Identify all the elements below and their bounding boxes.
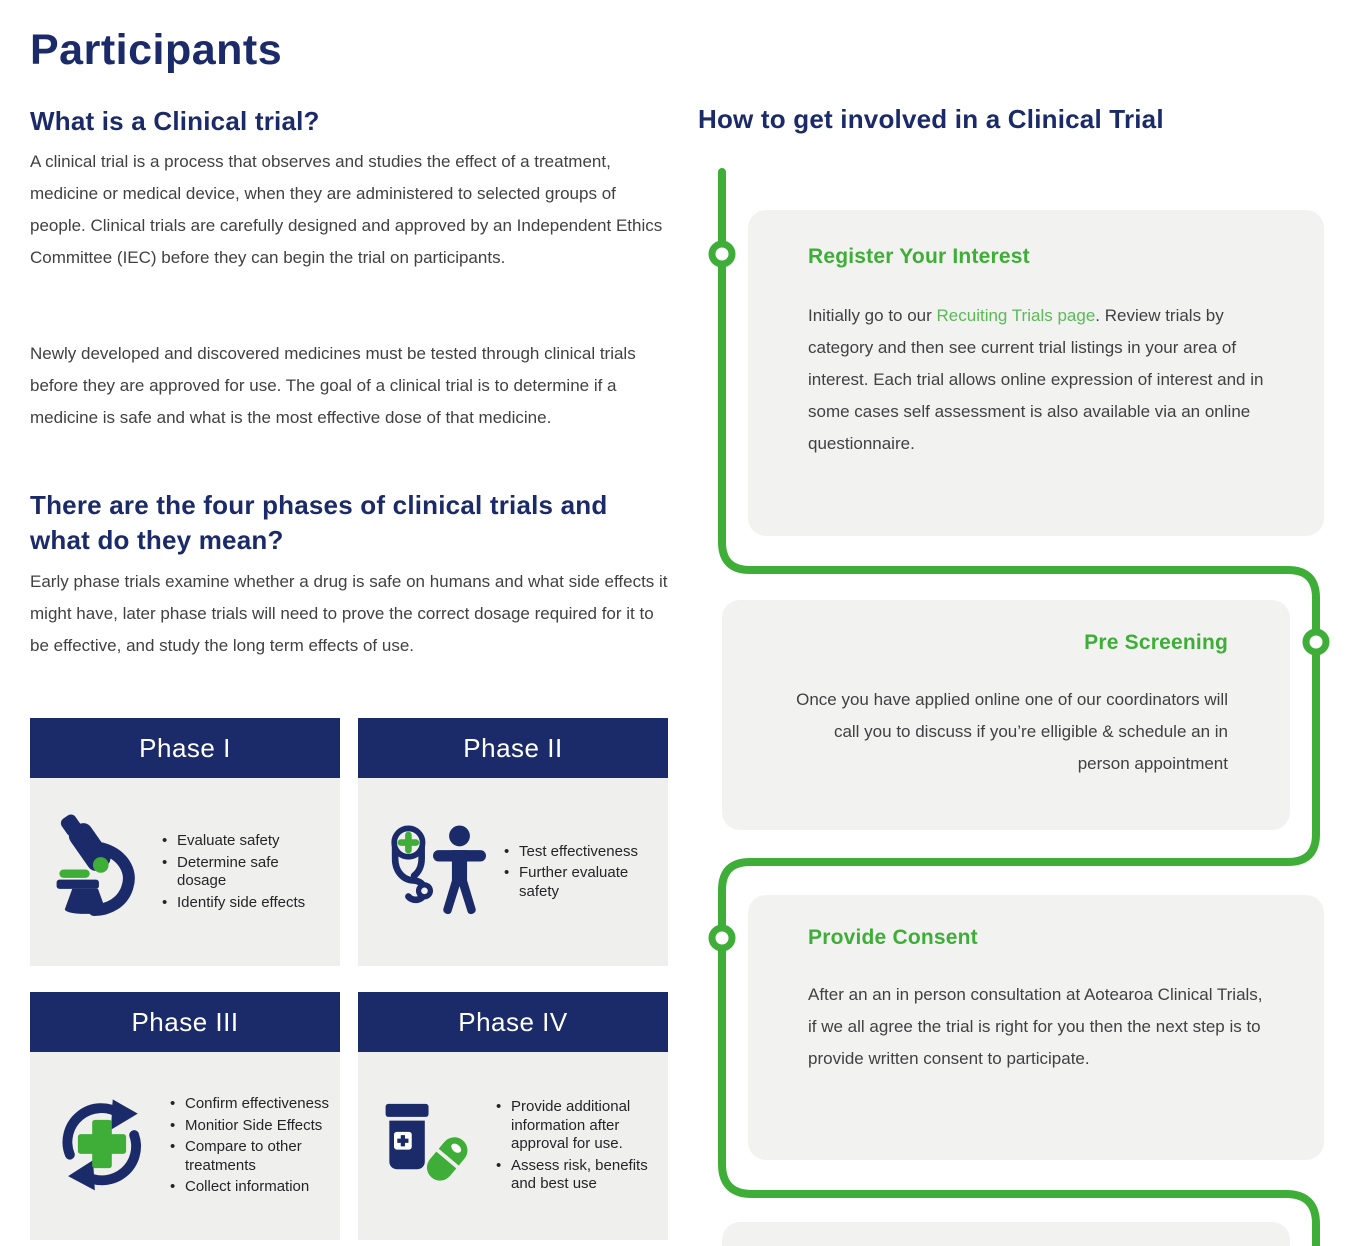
phase-cards-grid — [30, 718, 668, 1240]
phase-1-bullet: • Determine safe dosage — [162, 854, 310, 891]
phase-4-header: Phase IV — [358, 992, 668, 1052]
microscope-icon — [52, 814, 144, 931]
heading-what-is-clinical-trial: What is a Clinical trial? — [30, 106, 320, 136]
step-title: Pre Screening — [1084, 631, 1228, 654]
step-card-register-interest — [748, 210, 1324, 536]
phase-3-card — [30, 992, 340, 1240]
phase-3-bullet: • Compare to other treatments — [170, 1138, 338, 1175]
phase-4-card — [358, 992, 668, 1240]
step-card-next-partial — [722, 1222, 1290, 1246]
timeline-node-3 — [712, 928, 732, 948]
phases-paragraph: Early phase trials examine whether a drug is safe on humans and what side effects it might have, later phase trials will need to prove the correct dosage required for it to be effective, and study the long term effects of use. — [30, 572, 668, 655]
timeline-node-1 — [712, 244, 732, 264]
left-column — [30, 0, 675, 1246]
step-title: Register Your Interest — [808, 245, 1030, 268]
phase-3-bullet-list — [170, 1092, 338, 1200]
pill-bottle-capsule-icon — [380, 1101, 478, 1192]
phase-2-bullet-list — [504, 840, 662, 905]
phase-1-body — [30, 778, 340, 966]
step-body — [808, 300, 1264, 460]
phase-2-header: Phase II — [358, 718, 668, 778]
phase-3-body — [30, 1052, 340, 1240]
step-body: Once you have applied online one of our coordinators will call you to discuss if you’re elligible & schedule an in person appointment — [796, 690, 1228, 773]
right-column — [690, 0, 1354, 1246]
step-body: After an an in person consultation at Aotearoa Clinical Trials, if we all agree the trial is right for you then the next step is to provide written consent to participate. — [808, 985, 1263, 1068]
phase-3-bullet: • Collect information — [170, 1178, 338, 1197]
phase-4-bullet: • Assess risk, benefits and best use — [496, 1157, 666, 1194]
step-card-pre-screening — [722, 600, 1290, 830]
phase-1-bullet-list — [162, 829, 310, 915]
phase-2-card — [358, 718, 668, 966]
step-card-provide-consent — [748, 895, 1324, 1160]
phase-3-header: Phase III — [30, 992, 340, 1052]
phase-3-bullet: • Monitior Side Effects — [170, 1117, 338, 1136]
step-body-text: . Review trials by category and then see current trial listings in your area of interest. Each trial allows online expression of interest and in some cases self assessment is also available via an online questionnaire. — [808, 306, 1264, 453]
phase-1-card — [30, 718, 340, 966]
timeline-node-2 — [1306, 632, 1326, 652]
heading-how-to-get-involved: How to get involved in a Clinical Trial — [698, 104, 1164, 134]
stethoscope-person-icon — [380, 824, 486, 921]
step-title: Provide Consent — [808, 926, 978, 949]
intro-paragraph-1: A clinical trial is a process that observes and studies the effect of a treatment, medicine or medical device, when they are administered to selected groups of people. Clinical trials are carefully designed and approved by an Independent Ethics Committee (IEC) before they can begin the trial on participants. — [30, 152, 663, 267]
page-title: Participants — [30, 26, 283, 74]
step-body-text: Initially go to our — [808, 306, 937, 325]
intro-paragraph-2: Newly developed and discovered medicines must be tested through clinical trials before they are approved for use. The goal of a clinical trial is to determine if a medicine is safe and what is the most effective dose of that medicine. — [30, 344, 636, 427]
phase-1-header: Phase I — [30, 718, 340, 778]
phase-2-bullet: • Test effectiveness — [504, 843, 662, 862]
phase-3-bullet: • Confirm effectiveness — [170, 1095, 338, 1114]
phase-1-bullet: • Identify side effects — [162, 894, 310, 913]
phase-2-body — [358, 778, 668, 966]
phase-4-bullet-list — [496, 1095, 666, 1197]
recruiting-trials-link[interactable]: Recuiting Trials page — [936, 306, 1096, 325]
heading-four-phases: There are the four phases of clinical trials and what do they mean? — [30, 490, 608, 555]
cycle-cross-icon — [52, 1092, 152, 1201]
phase-1-bullet: • Evaluate safety — [162, 832, 310, 851]
phase-2-bullet: • Further evaluate safety — [504, 864, 662, 901]
phase-4-body — [358, 1052, 668, 1240]
phase-4-bullet: • Provide additional information after approval for use. — [496, 1098, 666, 1154]
